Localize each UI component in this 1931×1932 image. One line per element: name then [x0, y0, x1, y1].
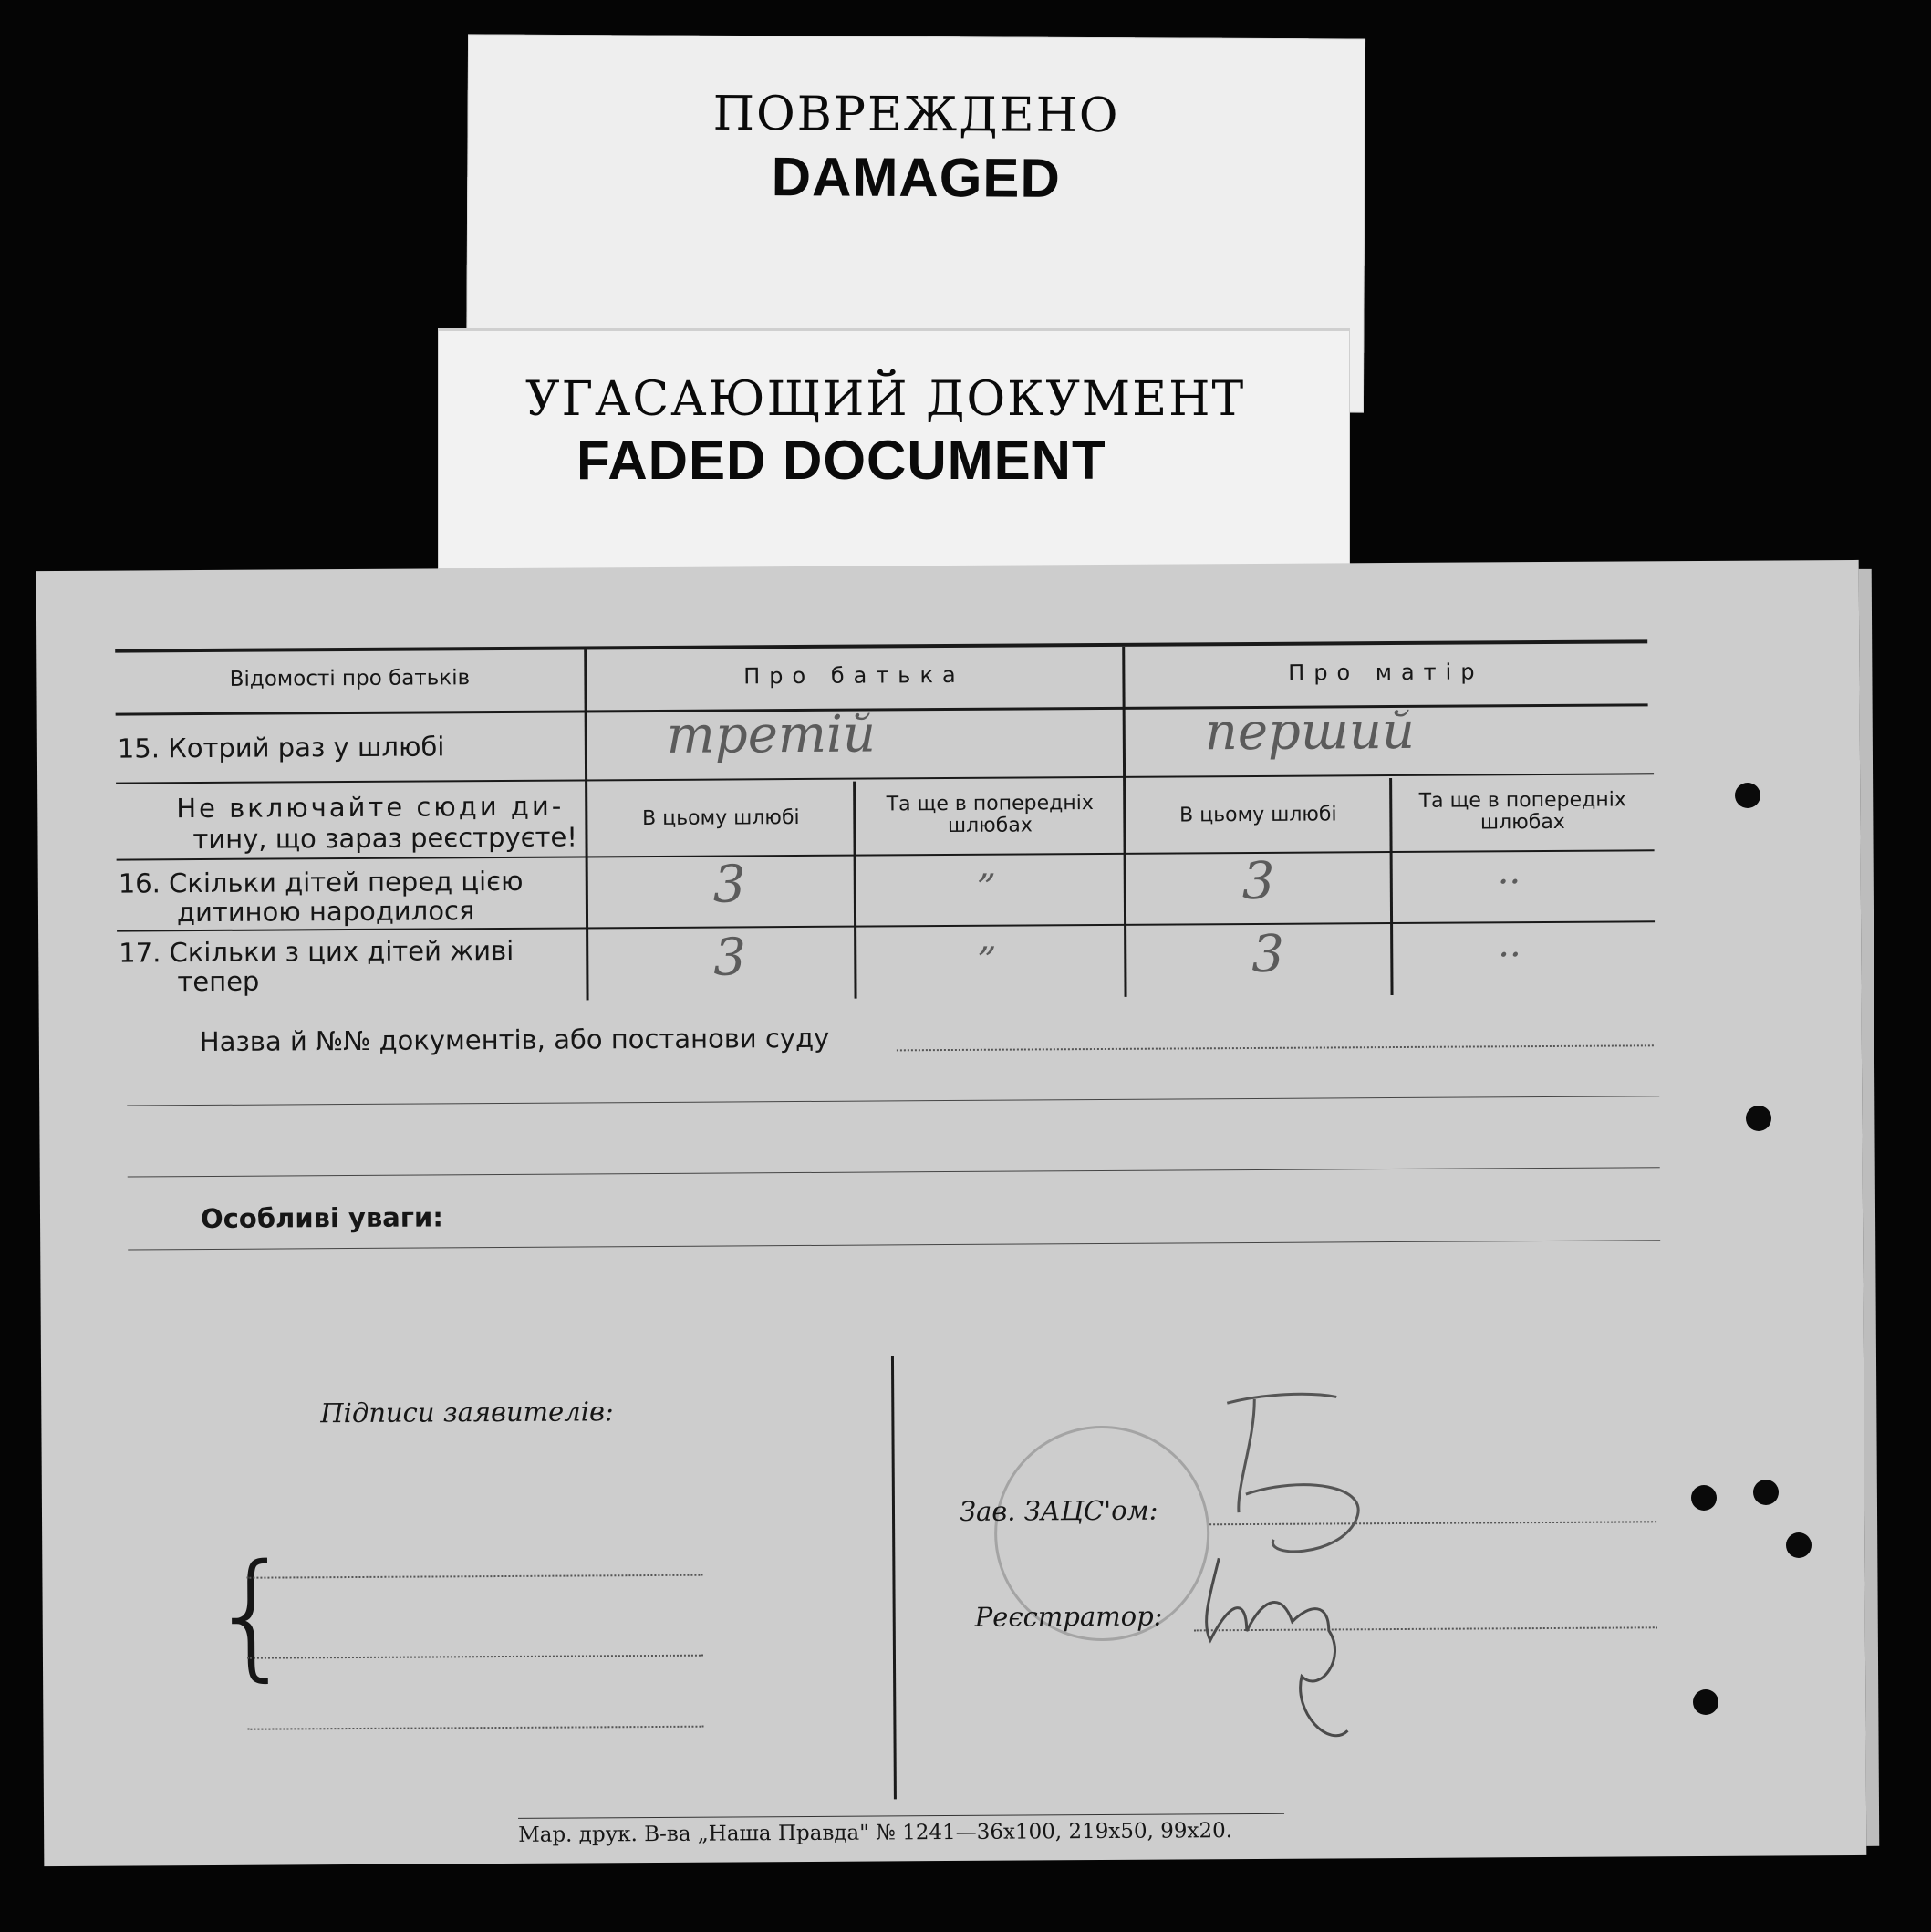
- documents-rule-1: [127, 1096, 1659, 1106]
- handwritten-signatures: [1190, 1383, 1558, 1786]
- special-notes-label: Особливі уваги:: [200, 1201, 443, 1235]
- row16-mother-this: 3: [1241, 851, 1275, 912]
- row16-label-2: дитиною народилося: [176, 895, 475, 929]
- mother-this-marriage-header: В цьому шлюбі: [1179, 803, 1337, 827]
- applicant-signature-line-1: [246, 1574, 702, 1579]
- documents-label: Назва й №№ документів, або постанови суду: [199, 1022, 830, 1058]
- father-this-marriage-header: В цьому шлюбі: [642, 806, 800, 831]
- row16-mother-prev: ..: [1497, 850, 1521, 893]
- applicants-signatures-label: Підписи заявителів:: [320, 1396, 614, 1429]
- registrar-label: Реєстратор:: [974, 1600, 1163, 1633]
- row15-father-handwritten: третій: [666, 704, 877, 765]
- faded-label-en: FADED DOCUMENT: [576, 430, 1106, 491]
- punch-hole-2: [1746, 1106, 1771, 1131]
- mother-previous-marriages-header-2: шлюбах: [1479, 810, 1565, 835]
- row16-father-prev: „: [977, 844, 997, 887]
- table-header-rule: [116, 703, 1648, 715]
- punch-hole-6: [1693, 1689, 1718, 1715]
- registration-form-sheet: [36, 560, 1867, 1866]
- applicants-brace: {: [208, 1535, 296, 1695]
- punch-hole-3: [1691, 1485, 1717, 1511]
- row17-father-this: 3: [713, 928, 747, 988]
- row17-label-1: 17. Скільки з цих дітей живі: [119, 934, 514, 969]
- faded-label-card: [438, 330, 1350, 569]
- signatures-divider: [891, 1356, 897, 1799]
- faded-label-ru: УГАСАЮЩИЙ ДОКУМЕНТ: [525, 372, 1246, 427]
- punch-hole-1: [1735, 783, 1760, 808]
- documents-dotted-line: [897, 1044, 1654, 1051]
- table-top-rule: [115, 639, 1647, 652]
- footer-rule: [518, 1813, 1284, 1819]
- header-about-mother: Про матір: [1288, 659, 1484, 686]
- row15-mother-handwritten: перший: [1204, 701, 1416, 763]
- header-parents-info: Відомості про батьків: [229, 666, 471, 691]
- row17-father-prev: „: [978, 917, 998, 960]
- header-about-father: Про батька: [743, 661, 965, 690]
- row16-label-1: 16. Скільки дітей перед цією: [118, 865, 524, 899]
- damaged-label-en: DAMAGED: [771, 146, 1061, 209]
- head-zags-label: Зав. ЗАЦС'ом:: [959, 1494, 1158, 1527]
- mother-previous-marriages-header-1: Та ще в попередніх: [1418, 788, 1626, 813]
- father-previous-marriages-header-2: шлюбах: [947, 814, 1033, 838]
- note-line-2: тину, що зараз реєструєте!: [192, 821, 578, 856]
- damaged-label-ru: ПОВРЕЖДЕНО: [712, 86, 1120, 144]
- row17-label-2: тепер: [177, 965, 260, 998]
- punch-hole-5: [1786, 1532, 1812, 1558]
- row17-mother-prev: ..: [1498, 923, 1521, 966]
- row16-father-this: 3: [712, 855, 746, 915]
- row17-mother-this: 3: [1251, 924, 1285, 984]
- applicant-signature-line-2: [247, 1655, 703, 1659]
- note-line-1: Не включайте сюди ди-: [176, 790, 565, 825]
- table-row15-rule: [116, 773, 1654, 784]
- applicant-signature-line-3: [247, 1726, 703, 1730]
- row15-label: 15. Котрий раз у шлюбі: [117, 731, 445, 764]
- father-previous-marriages-header-1: Та ще в попередніх: [886, 792, 1094, 816]
- special-notes-rule: [128, 1240, 1660, 1250]
- printer-footer: Мар. друк. В-ва „Наша Правда" № 1241—36x100, 219x50, 99x20.: [518, 1819, 1233, 1847]
- documents-rule-2: [128, 1167, 1660, 1177]
- punch-hole-4: [1753, 1480, 1779, 1505]
